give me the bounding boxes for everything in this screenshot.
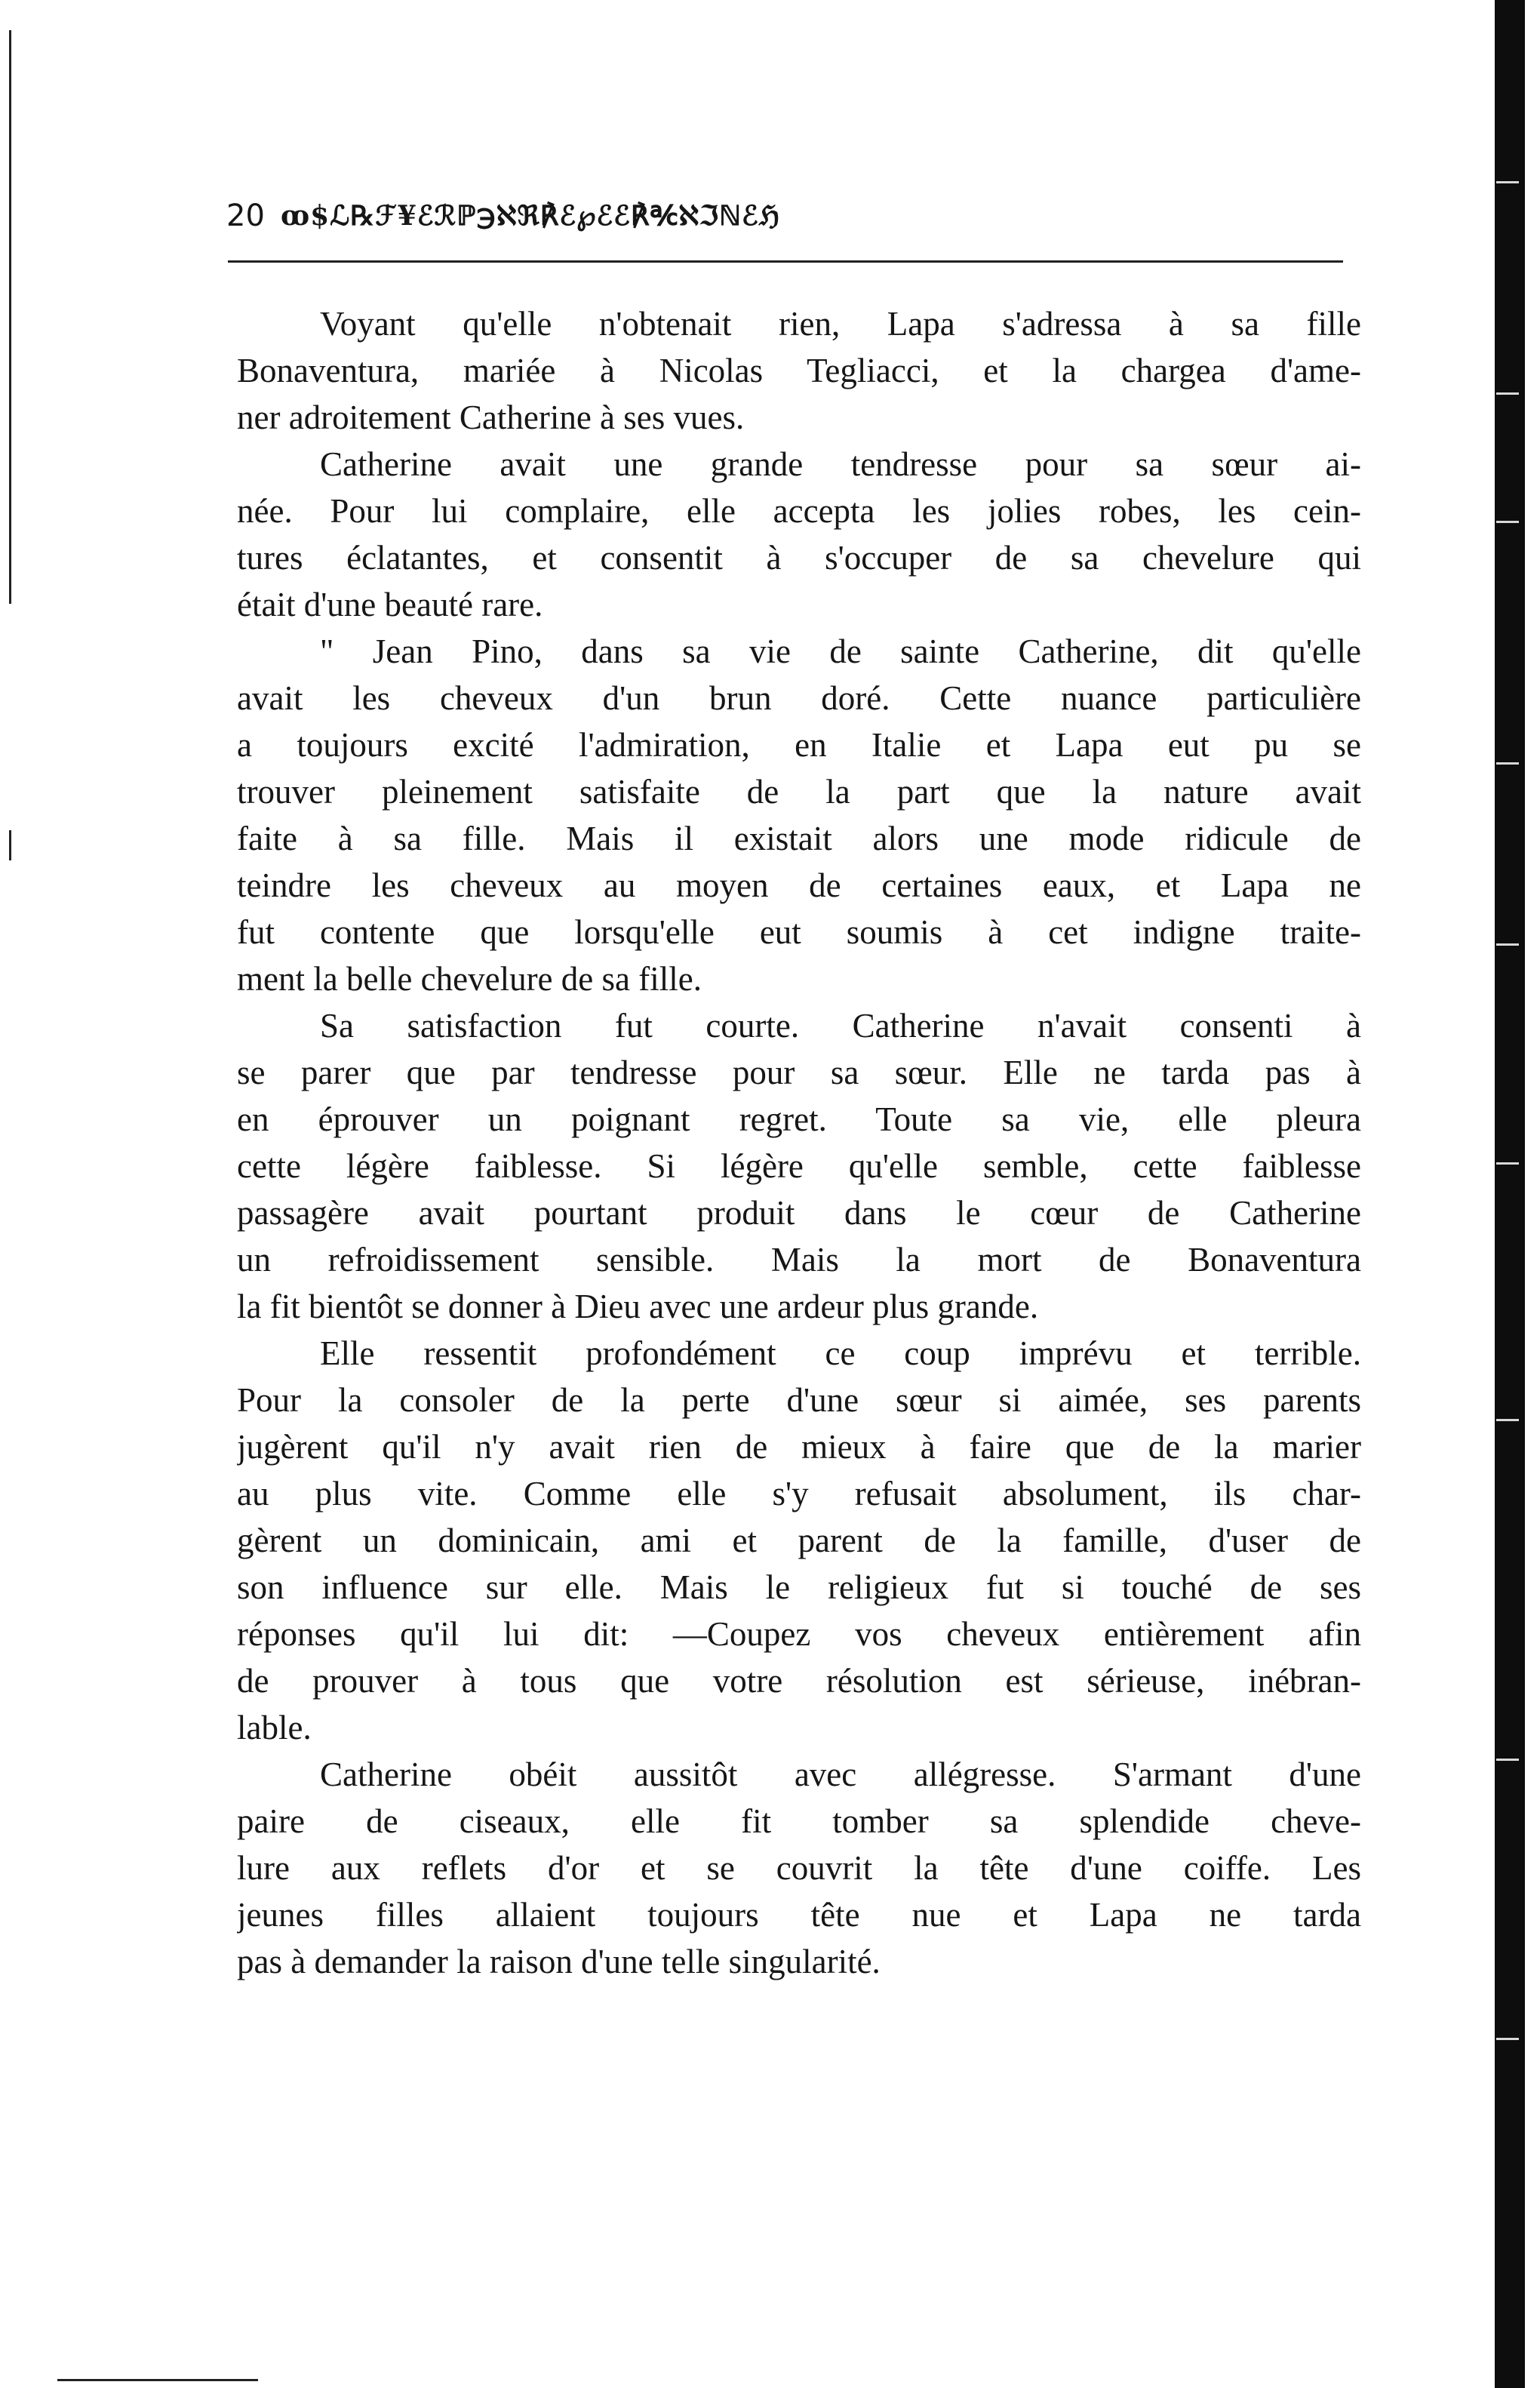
text-line: réponses qu'il lui dit: —Coupez vos cheveux entièrement afin [237, 1615, 1361, 1653]
text-line: se parer que par tendresse pour sa sœur. Elle ne tarda pas à [237, 1054, 1361, 1091]
running-head: ꝏ$ℒ℞ℱ¥ℰℛℙ℈ℵℜ℟ℰ℘ℰℰ℟℀ℵℑℕℰℌ [281, 200, 780, 232]
text-line: lure aux reflets d'or et se couvrit la tête d'une coiffe. Les [237, 1849, 1361, 1887]
scan-speck [1496, 1162, 1519, 1165]
text-line: en éprouver un poignant regret. Toute sa vie, elle pleura [237, 1100, 1361, 1138]
scan-edge-right [1495, 0, 1525, 2388]
text-line: passagère avait pourtant produit dans le cœur de Catherine [237, 1194, 1361, 1232]
page-number: 20 [226, 198, 265, 233]
scan-edge-left [9, 30, 11, 604]
text-line: pas à demander la raison d'une telle singularité. [237, 1943, 881, 1980]
scan-speck [1496, 1419, 1519, 1421]
text-line: ner adroitement Catherine à ses vues. [237, 399, 745, 436]
scan-edge-left [9, 830, 11, 860]
scan-speck [1496, 762, 1519, 765]
text-line: était d'une beauté rare. [237, 586, 543, 623]
text-line: Elle ressentit profondément ce coup imprévu et terrible. [320, 1334, 1361, 1372]
text-line: Bonaventura, mariée à Nicolas Tegliacci, et la chargea d'ame- [237, 352, 1361, 389]
body-text [237, 300, 1361, 1985]
text-line: Catherine obéit aussitôt avec allégresse. S'armant d'une [320, 1756, 1361, 1793]
text-line: fut contente que lorsqu'elle eut soumis à cet indigne traite- [237, 913, 1361, 951]
scan-speck [1496, 2038, 1519, 2040]
scan-speck [1496, 943, 1519, 946]
scan-speck [1496, 392, 1519, 395]
text-line: jeunes filles allaient toujours tête nue et Lapa ne tarda [237, 1896, 1361, 1934]
text-line: a toujours excité l'admiration, en Italie et Lapa eut pu se [237, 726, 1361, 764]
text-line: au plus vite. Comme elle s'y refusait absolument, ils char- [237, 1475, 1361, 1513]
text-line: avait les cheveux d'un brun doré. Cette nuance particulière [237, 679, 1361, 717]
text-line: Sa satisfaction fut courte. Catherine n'avait consenti à [320, 1007, 1361, 1045]
text-line: la fit bientôt se donner à Dieu avec une ardeur plus grande. [237, 1288, 1039, 1325]
scan-speck [1496, 181, 1519, 183]
text-line: " Jean Pino, dans sa vie de sainte Catherine, dit qu'elle [320, 632, 1361, 670]
text-line: un refroidissement sensible. Mais la mort de Bonaventura [237, 1241, 1361, 1279]
text-line: tures éclatantes, et consentit à s'occuper de sa chevelure qui [237, 539, 1361, 577]
text-line: teindre les cheveux au moyen de certaines eaux, et Lapa ne [237, 866, 1361, 904]
text-line: jugèrent qu'il n'y avait rien de mieux à faire que de la marier [237, 1428, 1361, 1466]
header-rule [228, 260, 1343, 263]
text-line: faite à sa fille. Mais il existait alors une mode ridicule de [237, 820, 1361, 857]
text-line: ment la belle chevelure de sa fille. [237, 960, 702, 998]
footer-rule [57, 2379, 258, 2381]
text-line: Pour la consoler de la perte d'une sœur si aimée, ses parents [237, 1381, 1361, 1419]
scan-speck [1496, 1759, 1519, 1761]
scan-speck [1496, 521, 1519, 523]
text-line: trouver pleinement satisfaite de la part que la nature avait [237, 773, 1361, 811]
text-line: son influence sur elle. Mais le religieux fut si touché de ses [237, 1568, 1361, 1606]
text-line: cette légère faiblesse. Si légère qu'elle semble, cette faiblesse [237, 1147, 1361, 1185]
text-line: Catherine avait une grande tendresse pour sa sœur ai- [320, 445, 1361, 483]
text-line: Voyant qu'elle n'obtenait rien, Lapa s'adressa à sa fille [320, 305, 1361, 343]
text-line: paire de ciseaux, elle fit tomber sa splendide cheve- [237, 1802, 1361, 1840]
text-line: de prouver à tous que votre résolution est sérieuse, inébran- [237, 1662, 1361, 1700]
text-line: gèrent un dominicain, ami et parent de la famille, d'user de [237, 1522, 1361, 1559]
text-line: née. Pour lui complaire, elle accepta les jolies robes, les cein- [237, 492, 1361, 530]
text-line: lable. [237, 1709, 312, 1746]
